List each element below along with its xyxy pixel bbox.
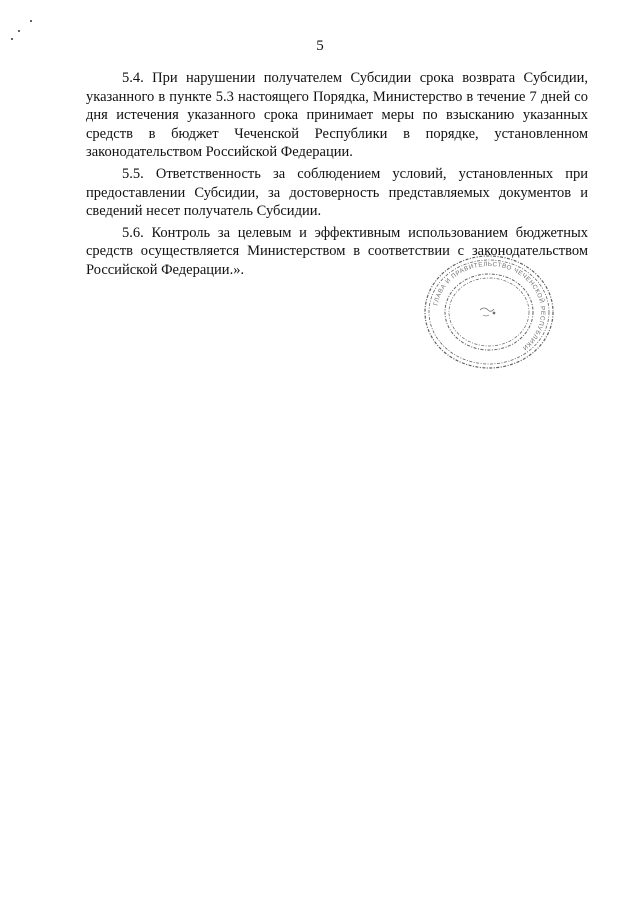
paragraph-5-5: 5.5. Ответственность за соблюдением условий, установленных при предоставлении Субсидии, за достоверность представляемых документов и сведений несет получатель Субсидии. xyxy=(86,165,588,220)
official-seal xyxy=(420,252,558,372)
page-number: 5 xyxy=(316,38,324,54)
paragraph-5-6: 5.6. Контроль за целевым и эффективным использованием бюджетных средств осуществляется Министерством в соответствии с законодательством Российской Федерации.». xyxy=(86,224,588,278)
scan-speck xyxy=(18,30,20,32)
document-body xyxy=(86,69,588,283)
scan-speck xyxy=(30,20,32,22)
paragraph-5-4: 5.4. При нарушении получателем Субсидии срока возврата Субсидии, указанного в пункте 5.3 настоящего Порядка, Министерство в течение 7 дней со дня истечения указанного срока принимает меры по взысканию указанных средств в бюджет Чеченской Республики в порядке, установленном законодательством Российской Федерации. xyxy=(86,70,588,161)
seal-ring-text: ГЛАВА И ПРАВИТЕЛЬСТВО ЧЕЧЕНСКОЙ РЕСПУБЛИКИ xyxy=(432,260,547,352)
